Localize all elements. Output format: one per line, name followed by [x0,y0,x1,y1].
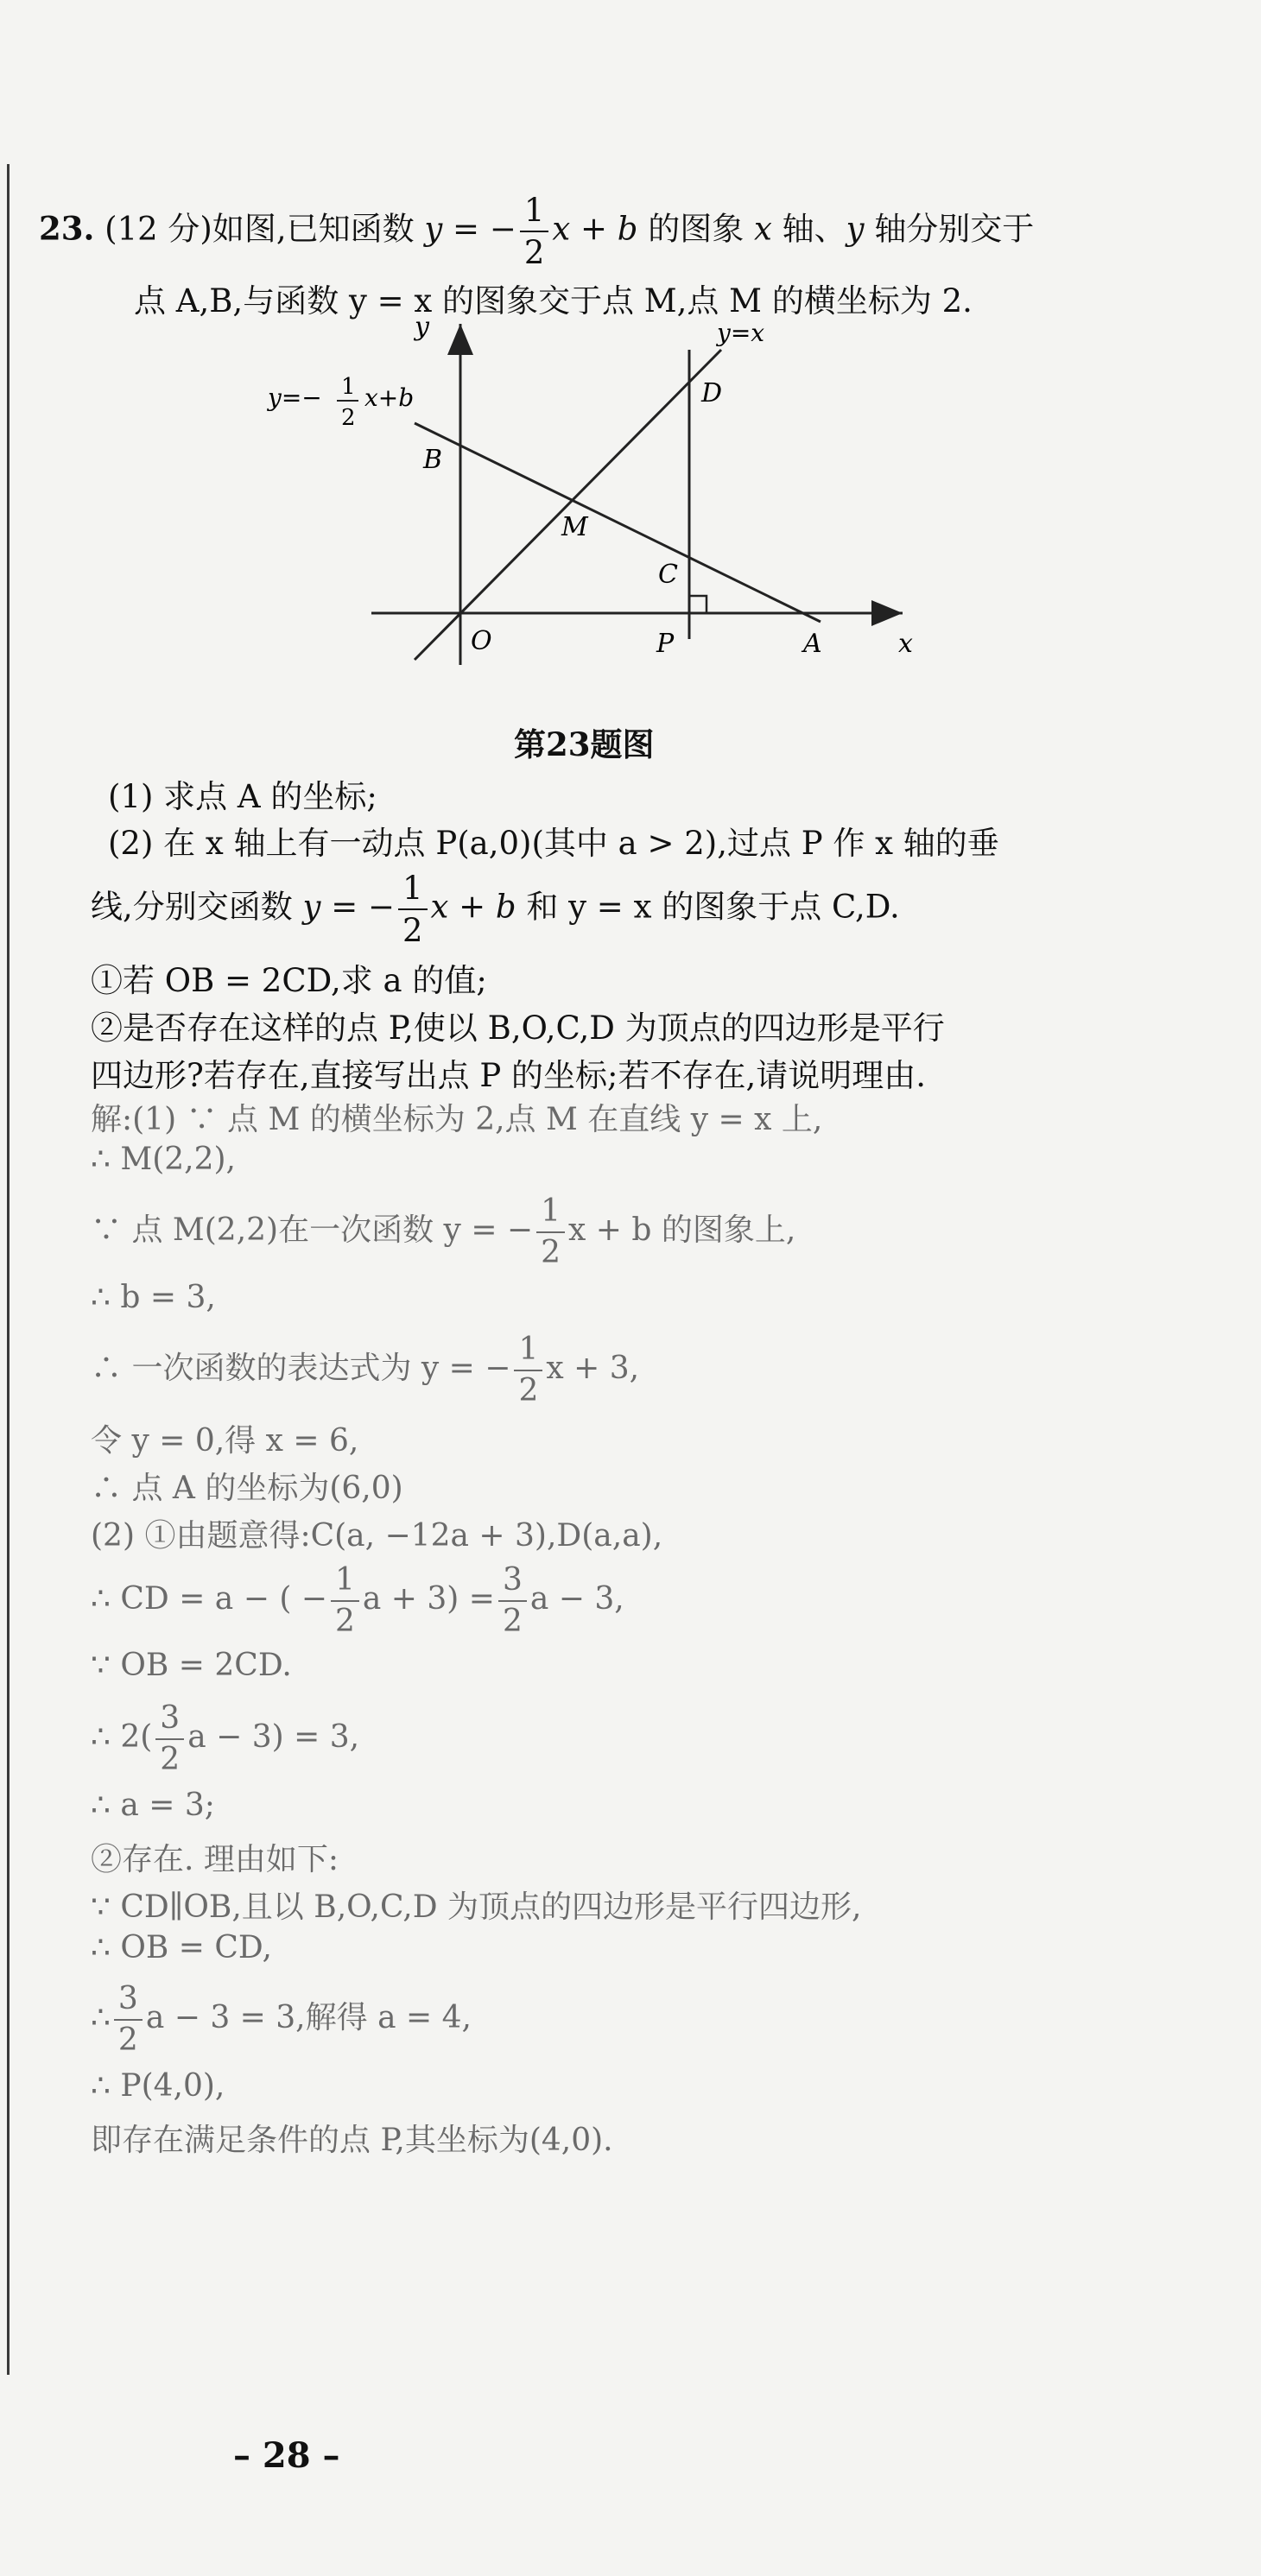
stem-text: 轴分别交于 [874,210,1035,248]
fraction-half: $\frac{1}{2}$ [520,194,549,269]
solution-line: ∵ OB = 2CD. [91,1648,292,1683]
solution-line: (2) ①由题意得:C(a, −12a + 3),D(a,a), [91,1518,663,1554]
label-P: P [656,629,675,659]
solution-line: ∴ b = 3, [91,1280,216,1315]
label-y-axis: y [415,312,429,342]
part-2-line-2: 线,分别交函数 y = − $\frac{1}{2}$ x + b 和 y = x 的图象于点 C,D. [91,870,900,949]
stem-text: 的图象 [648,210,745,248]
coordinate-figure [259,311,950,717]
fraction-half: $\frac{1}{2}$ [514,1334,542,1407]
fraction-half: $\frac{1}{2}$ [536,1196,565,1269]
label-line1-num: 1 [341,374,356,400]
fraction-three-halves: $\frac{3}{2}$ [155,1703,184,1775]
question-stem-line-2: 点 A,B,与函数 y = x 的图象交于点 M,点 M 的横坐标为 2. [134,282,973,320]
solution-line: ∴ 2( $\frac{3}{2}$ a − 3) = 3, [91,1700,360,1777]
solution-line: 解:(1) ∵ 点 M 的横坐标为 2,点 M 在直线 y = x 上, [91,1102,823,1137]
fraction-three-halves: $\frac{3}{2}$ [498,1565,527,1637]
solution-line: 令 y = 0,得 x = 6, [91,1423,359,1459]
solution-line: ∴ 一次函数的表达式为 y = − $\frac{1}{2}$ x + 3, [91,1332,640,1408]
fraction-half: $\frac{1}{2}$ [331,1565,359,1637]
solution-line: ②存在. 理由如下: [91,1842,339,1877]
question-number: 23. [39,209,95,248]
label-line1-suffix: x+b [364,383,415,412]
solution-line: ∴ P(4,0), [91,2068,225,2104]
label-line1-prefix: y=− [268,383,322,412]
label-D: D [701,378,723,408]
sub-question-2-line-1: ②是否存在这样的点 P,使以 B,O,C,D 为顶点的四边形是平行 [91,1010,945,1047]
solution-line: ∴ M(2,2), [91,1142,236,1177]
part-1: (1) 求点 A 的坐标; [108,778,377,815]
solution-line: ∴ a = 3; [91,1788,215,1823]
question-stem-line-1: 23. (12 分)如图,已知函数 y = − $\frac{1}{2}$ x + b 的图象 x 轴、y 轴分别交于 [39,192,1035,271]
page-number: – 28 – [233,2435,340,2476]
label-C: C [658,560,678,590]
solution-line: ∴ OB = CD, [91,1930,272,1965]
solution-line: ∴ 点 A 的坐标为(6,0) [91,1471,403,1506]
label-x-axis: x [898,629,913,659]
label-B: B [423,445,443,475]
label-A: A [803,629,822,659]
label-M: M [561,512,588,542]
label-y-equals-x: y=x [717,319,765,347]
solution-line: 即存在满足条件的点 P,其坐标为(4,0). [91,2123,613,2158]
stem-text: 如图,已知函数 [212,210,415,248]
solution-line: ∵ CD∥OB,且以 B,O,C,D 为顶点的四边形是平行四边形, [91,1889,862,1925]
label-line1-den: 2 [341,405,356,431]
question-points: (12 分) [105,210,212,248]
solution-line: ∴ CD = a − ( − $\frac{1}{2}$ a + 3) = $\frac{3}{2}$ a − 3, [91,1562,624,1639]
stem-text: 轴 [782,210,814,248]
sub-question-2-line-2: 四边形?若存在,直接写出点 P 的坐标;若不存在,请说明理由. [91,1057,927,1094]
fraction-three-halves: $\frac{3}{2}$ [114,1984,143,2056]
figure-caption: 第23题图 [514,725,655,763]
margin-line [7,164,10,2375]
solution-line: ∵ 点 M(2,2)在一次函数 y = − $\frac{1}{2}$ x + b 的图象上, [91,1193,796,1270]
fraction-half: $\frac{1}{2}$ [398,872,428,946]
solution-line: ∴ $\frac{3}{2}$ a − 3 = 3,解得 a = 4, [91,1981,472,2058]
label-O: O [471,626,492,656]
sub-question-1: ①若 OB = 2CD,求 a 的值; [91,962,487,999]
part-2-line-1: (2) 在 x 轴上有一动点 P(a,0)(其中 a > 2),过点 P 作 x 轴的垂 [108,825,999,862]
right-angle-mark [689,596,707,613]
